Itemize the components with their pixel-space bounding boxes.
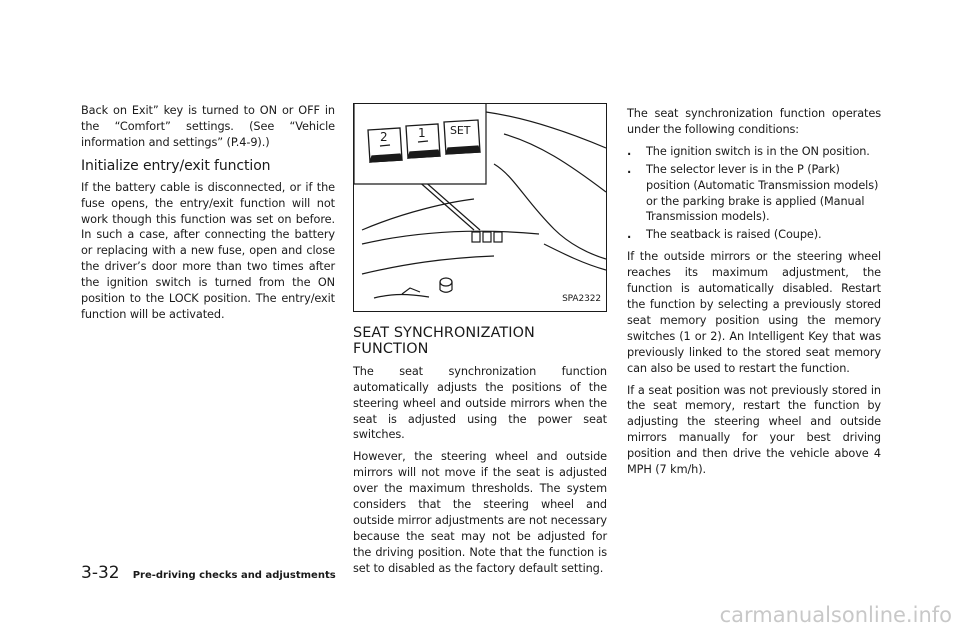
initialize-heading: Initialize entry/exit function: [81, 157, 271, 174]
seat-sync-paragraph-2: However, the steering wheel and outside mirrors will not move if the seat is adjusted over the maximum thresholds. The system considers that the steering wheel and outside mirror adjustments are not necessary because the seat may not be adjusted for the driving position. Note that the function is set to disabled as the factory default setting.: [353, 450, 607, 575]
memory-button-1-label: 1: [418, 126, 426, 140]
seat-sync-paragraph-1: The seat synchronization function automatically adjusts the positions of the steering wheel and outside mirrors when the seat is adjusted using the power seat switches.: [353, 364, 607, 442]
bullet-icon: .: [627, 162, 632, 176]
list-item: . The ignition switch is in the ON position.: [627, 144, 870, 158]
figure-code: SPA2322: [562, 294, 601, 305]
initialize-paragraph: If the battery cable is disconnected, or if the fuse opens, the entry/exit function will not work though this function was set on before. In such a case, after connecting the battery or replacing with a new fuse, open and close the driver’s door more than two times after the ignition switch is turned from the ON position to the LOCK position. The entry/exit function will be activated.: [81, 180, 335, 321]
right-column: [627, 106, 881, 484]
conditions-list: [627, 144, 881, 243]
section-title: Pre-driving checks and adjustments: [132, 570, 336, 581]
left-intro-paragraph: Back on Exit” key is turned to ON or OFF in the “Comfort” settings. (See “Vehicle information and settings” (P.4-9).): [81, 104, 335, 149]
restart-paragraph: If the outside mirrors or the steering wheel reaches its maximum adjustment, the function is automatically disabled. Restart the function by selecting a previously stored seat memory position using the memory switches (1 or 2). An Intelligent Key that was previously linked to the stored seat memory can also be used to restart the function.: [627, 250, 881, 375]
bullet-icon: .: [627, 144, 632, 158]
manual-adjust-paragraph: If a seat position was not previously stored in the seat memory, restart the function by adjusting the steering wheel and outside mirrors manually for your best driving position and then drive the vehicle above 4 MPH (7 km/h).: [627, 383, 881, 477]
memory-button-2-label: 2: [380, 130, 388, 144]
bullet-icon: .: [627, 228, 632, 242]
page-footer: [81, 563, 336, 583]
seat-memory-switch-figure: [353, 103, 607, 312]
middle-column: [353, 103, 607, 583]
list-item: . The seatback is raised (Coupe).: [627, 228, 822, 242]
door-panel-illustration: [354, 104, 607, 312]
set-button-label: SET: [450, 124, 471, 137]
seat-sync-heading: SEAT SYNCHRONIZATION FUNCTION: [353, 325, 535, 357]
list-item: . The selector lever is in the P (Park) position (Automatic Transmission models) or the parking brake is applied (Manual Transmission models).: [627, 162, 879, 224]
watermark: carmanualsonline.info: [719, 603, 952, 627]
page-number: 3-32: [81, 563, 120, 583]
left-column: [81, 103, 335, 329]
conditions-intro: The seat synchronization function operates under the following conditions:: [627, 107, 881, 136]
